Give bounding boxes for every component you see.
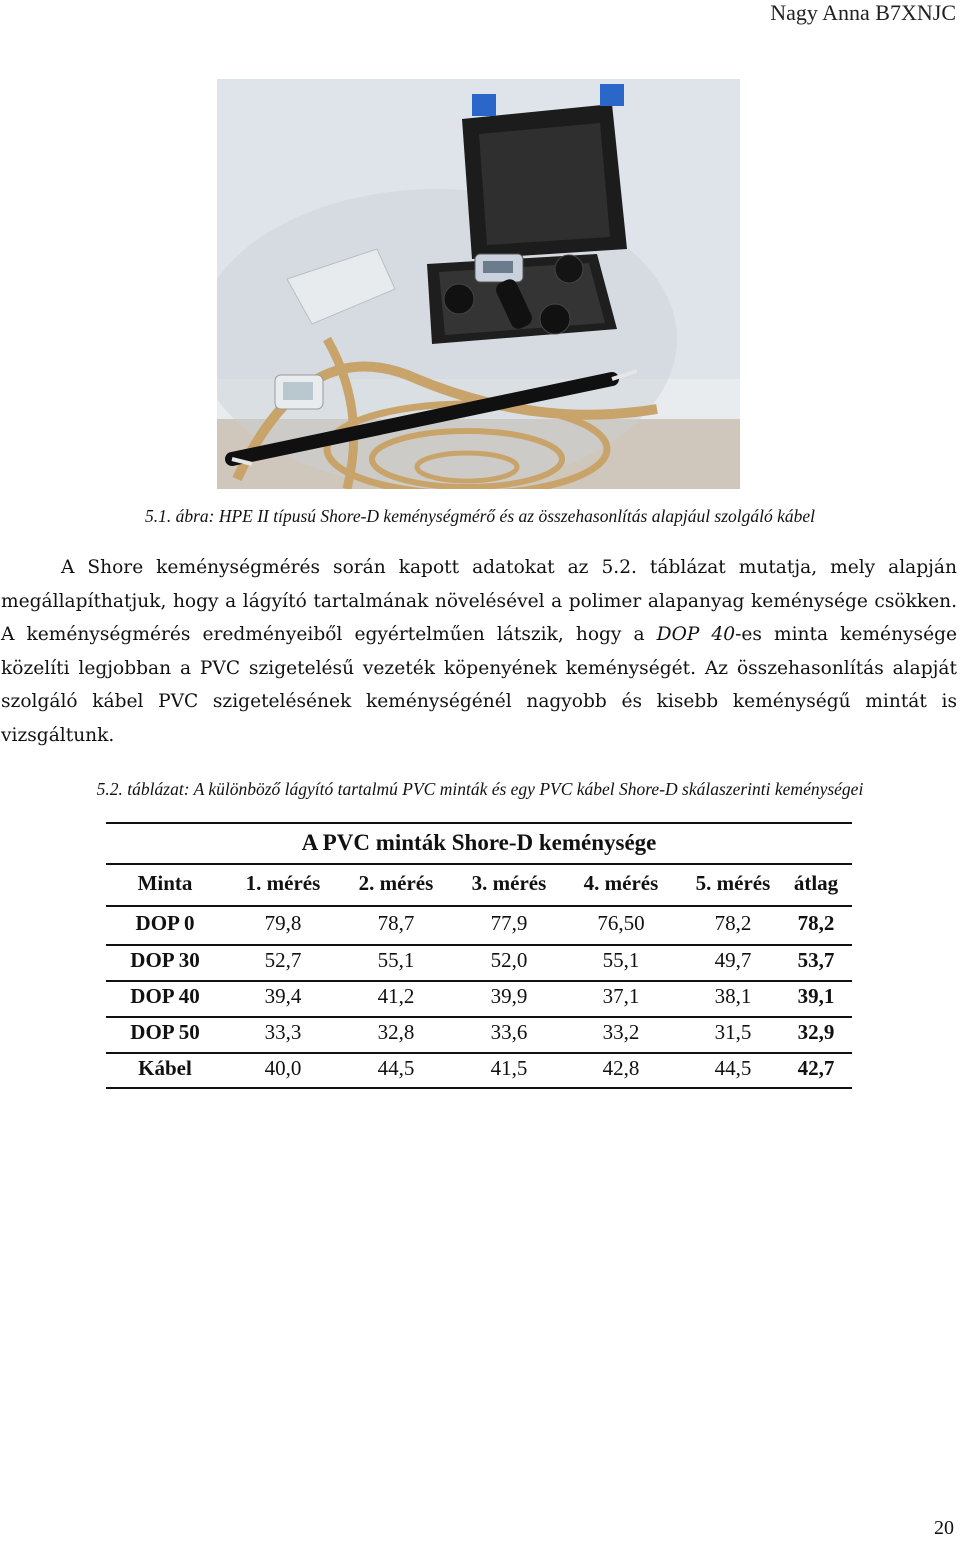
- figure-photo: [217, 79, 740, 489]
- paragraph-text-2: -es minta keménysége közelíti legjobban a PVC szigetelésű vezeték köpenyének keménységét. Az összehasonlítás alapját szolgáló kábel PVC szigetelésének keménységénél nagyobb és kisebb keménységű mintát is vizsgáltunk.: [1, 624, 957, 746]
- table-cell: 52,0: [490, 948, 528, 972]
- table-average-cell: 42,7: [797, 1056, 835, 1080]
- table-caption: 5.2. táblázat: A különböző lágyító tartalmú PVC minták és egy PVC kábel Shore-D skálaszerinti keménységei: [96, 779, 864, 799]
- table-row-rule: [106, 1052, 852, 1054]
- table-header-cell: 3. mérés: [471, 871, 547, 895]
- table-cell: 41,5: [490, 1056, 528, 1080]
- table-cell: 52,7: [264, 948, 302, 972]
- table-cell: 33,3: [264, 1020, 302, 1044]
- table-cell: 44,5: [714, 1056, 752, 1080]
- table-cell: 37,1: [602, 984, 640, 1008]
- table-row-label: Kábel: [138, 1056, 192, 1080]
- table-row-label: DOP 0: [135, 911, 195, 935]
- table-cell: 78,7: [377, 911, 415, 935]
- table-cell: 41,2: [377, 984, 415, 1008]
- table-header-cell: 1. mérés: [245, 871, 321, 895]
- table-cell: 55,1: [377, 948, 415, 972]
- table-row-rule: [106, 980, 852, 982]
- table-header-cell: 5. mérés: [695, 871, 771, 895]
- table-title-rule: [106, 863, 852, 865]
- table-cell: 32,8: [377, 1020, 415, 1044]
- table-cell: 44,5: [377, 1056, 415, 1080]
- table-header-cell: 4. mérés: [583, 871, 659, 895]
- table-title: A PVC minták Shore-D keménysége: [301, 830, 657, 855]
- table-cell: 31,5: [714, 1020, 752, 1044]
- table-average-cell: 53,7: [797, 948, 835, 972]
- table-cell: 33,6: [490, 1020, 528, 1044]
- table-row-label: DOP 50: [130, 1020, 200, 1044]
- table-header-cell: átlag: [793, 871, 839, 895]
- table-cell: 42,8: [602, 1056, 640, 1080]
- figure-caption: 5.1. ábra: HPE II típusú Shore-D keménységmérő és az összehasonlítás alapjául szolgáló kábel: [144, 506, 816, 526]
- table-average-cell: 78,2: [797, 911, 835, 935]
- table-top-rule: [106, 822, 852, 824]
- table-average-cell: 39,1: [797, 984, 835, 1008]
- table-header-cell: 2. mérés: [358, 871, 434, 895]
- body-paragraph: [1, 551, 957, 752]
- table-cell: 33,2: [602, 1020, 640, 1044]
- table-cell: 49,7: [714, 948, 752, 972]
- table-cell: 77,9: [490, 911, 528, 935]
- table-cell: 79,8: [264, 911, 302, 935]
- table-cell: 40,0: [264, 1056, 302, 1080]
- table-cell: 76,50: [597, 911, 645, 935]
- table-row-rule: [106, 944, 852, 946]
- table-cell: 39,9: [490, 984, 528, 1008]
- paragraph-italic-sample: DOP 40: [656, 624, 736, 645]
- table-average-cell: 32,9: [797, 1020, 835, 1044]
- table-row-rule: [106, 1016, 852, 1018]
- table-cell: 38,1: [714, 984, 752, 1008]
- table-header-cell: Minta: [137, 871, 193, 895]
- page-number: 20: [934, 1517, 954, 1539]
- table-cell: 39,4: [264, 984, 302, 1008]
- table-cell: 55,1: [602, 948, 640, 972]
- table-row-label: DOP 30: [130, 948, 200, 972]
- table-header-rule: [106, 905, 852, 907]
- page-header: Nagy Anna B7XNJC: [770, 0, 956, 25]
- table-cell: 78,2: [714, 911, 752, 935]
- paragraph-text-1: A Shore keménységmérés során kapott adatokat az 5.2. táblázat mutatja, mely alapján megállapíthatjuk, hogy a lágyító tartalmának növelésével a polimer alapanyag keménysége csökken. A keménységmérés eredményeiből egyértelműen látszik, hogy a: [1, 557, 957, 645]
- table-bottom-rule: [106, 1087, 852, 1089]
- table-row-label: DOP 40: [130, 984, 200, 1008]
